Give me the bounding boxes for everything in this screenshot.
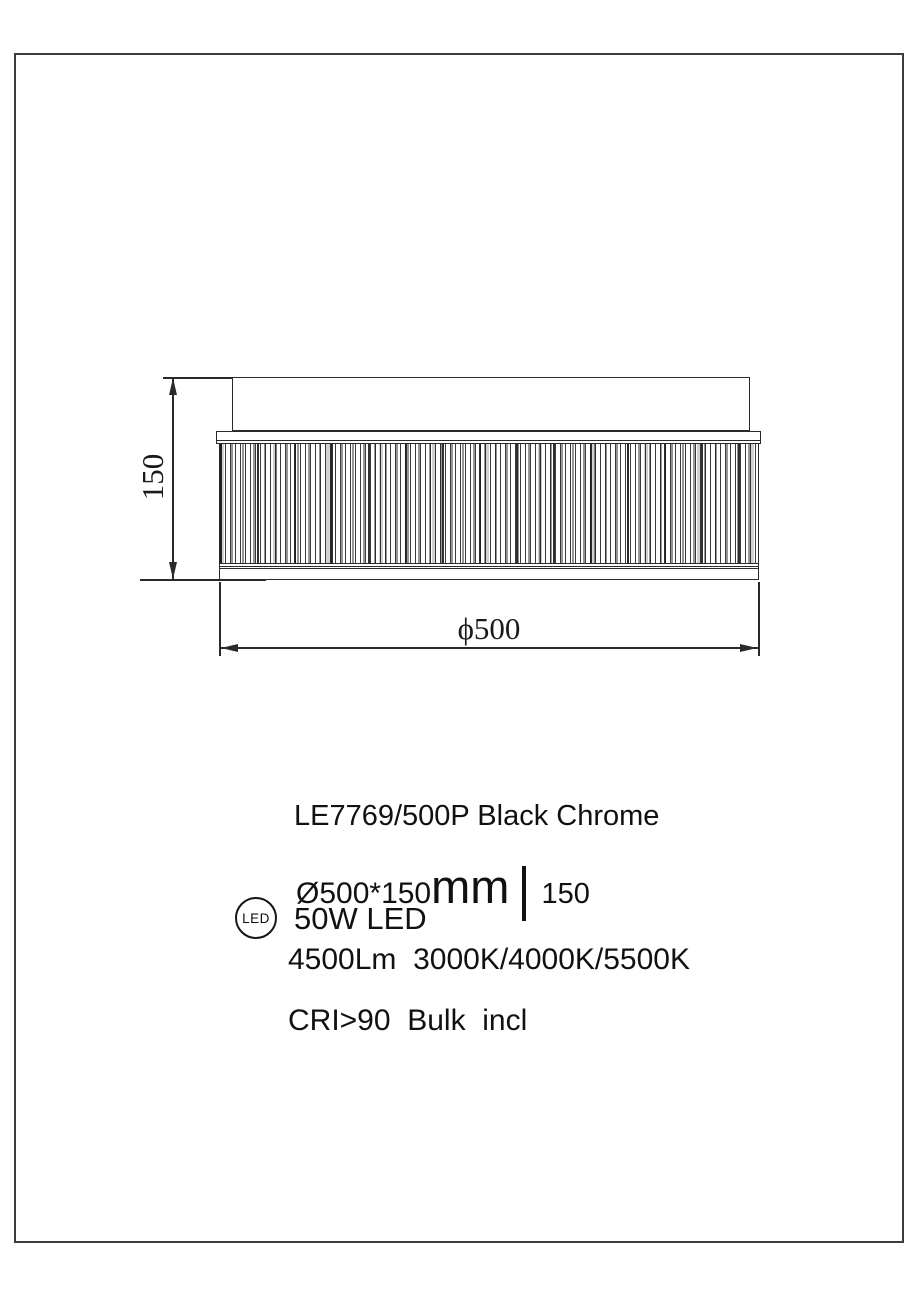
- lower-ring-line: [220, 568, 758, 569]
- dimension-arrow-up-icon: [169, 378, 177, 395]
- diameter-dimension-label: ϕ500: [457, 611, 521, 646]
- lamp-canopy: [232, 377, 750, 431]
- diameter-dimension-line: [219, 647, 759, 649]
- product-title: LE7769/500P Black Chrome: [294, 800, 660, 832]
- lower-ring-line: [220, 566, 758, 567]
- lamp-fluted-shade: [219, 444, 759, 563]
- cri-bulb-spec: CRI>90 Bulk incl: [288, 1004, 528, 1037]
- size-unit: mm: [431, 860, 510, 913]
- height-dimension-label: 150: [135, 453, 170, 501]
- lamp-upper-ring: [216, 431, 761, 444]
- divider-bar: [522, 866, 526, 921]
- lumen-color-temp-spec: 4500Lm 3000K/4000K/5500K: [288, 943, 690, 976]
- lamp-lower-ring: [219, 563, 759, 580]
- height-extension-line-bottom: [140, 579, 266, 581]
- led-badge-icon: LED: [235, 897, 277, 939]
- size-dimensions: Ø500*150: [296, 877, 432, 910]
- power-spec: 50W LED: [294, 901, 427, 936]
- size-height-value: 150: [541, 878, 590, 910]
- upper-ring-line: [217, 440, 760, 441]
- dimension-arrow-down-icon: [169, 562, 177, 579]
